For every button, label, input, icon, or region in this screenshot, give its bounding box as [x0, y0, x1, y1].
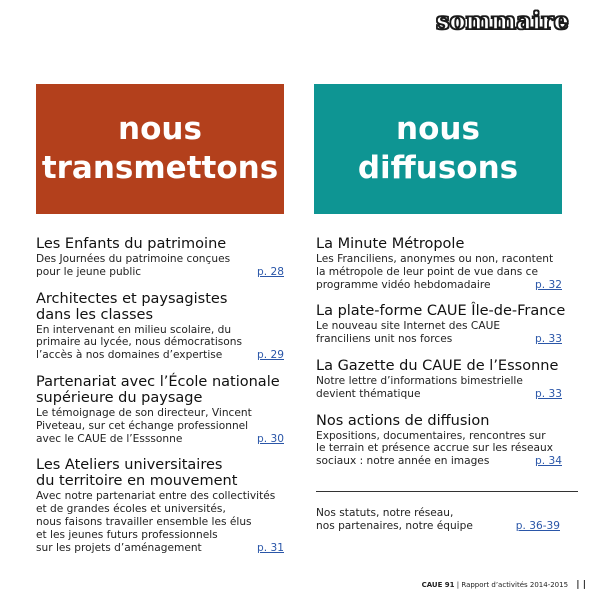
page-link-30[interactable]: p. 30: [257, 432, 284, 445]
banner-right-line-2: diffusons: [357, 150, 519, 186]
entry-description: [316, 320, 562, 346]
entry-desc-line: Le nouveau site Internet des CAUE: [316, 320, 501, 333]
footer-org: CAUE 91: [421, 581, 455, 589]
entry-desc-line: le terrain et présence accrue sur les réseaux: [316, 442, 553, 455]
divider: [316, 491, 578, 492]
entry-desc-line: franciliens unit nos forces: [316, 333, 453, 346]
entry-title: [36, 291, 284, 323]
entry-desc-line: Piveteau, sur cet échange professionnel: [36, 419, 249, 432]
entry-title-line: Partenariat avec l’École nationale: [36, 373, 280, 390]
entry-desc-line: et les jeunes futurs professionnels: [36, 528, 218, 541]
banner-right-line-1: nous: [396, 111, 480, 147]
entry-title-line: La plate-forme CAUE Île-de-France: [316, 303, 566, 320]
entry-title: [36, 374, 284, 406]
entry-title: [316, 236, 562, 252]
entry-title-line: Architectes et paysagistes: [36, 290, 228, 307]
entry-desc-line: la métropole de leur point de vue dans ce: [316, 265, 538, 278]
entry-description: [316, 375, 562, 401]
entry-desc-line: Les Franciliens, anonymes ou non, racontent: [316, 253, 554, 265]
page-title: sommaire: [436, 6, 569, 35]
toc-entry-enfants-patrimoine: [36, 236, 284, 279]
entry-desc-line: primaire au lycée, nous démocratisons: [36, 336, 243, 349]
banner-nous-transmettons: [36, 84, 284, 214]
entry-desc-line: nos partenaires, notre équipe: [316, 519, 473, 532]
entry-title-line: dans les classes: [36, 306, 154, 323]
footer-bars: | |: [576, 580, 586, 590]
entry-description: [316, 253, 562, 291]
entry-title-line: Les Enfants du patrimoine: [36, 236, 227, 252]
entry-desc-line: l’accès à nos domaines d’expertise: [36, 349, 223, 362]
entry-title: [36, 236, 284, 252]
toc-entry-ateliers-universitaires: [36, 457, 284, 554]
entry-description: [316, 430, 562, 468]
banner-left-line-1: nous: [118, 111, 202, 147]
entry-desc-line: avec le CAUE de l’Esssonne: [36, 432, 183, 445]
entry-desc-line: devient thématique: [316, 387, 421, 400]
entry-desc-line: Des Journées du patrimoine conçues: [36, 253, 231, 265]
page-link-31[interactable]: p. 31: [257, 541, 284, 554]
entry-description: [36, 407, 284, 445]
page-link-28[interactable]: p. 28: [257, 265, 284, 278]
entry-title: [316, 358, 562, 374]
entry-desc-line: nous faisons travailler ensemble les élus: [36, 515, 252, 528]
page-link-33-gazette[interactable]: p. 33: [535, 387, 562, 400]
page-link-36-39[interactable]: p. 36-39: [515, 519, 560, 532]
entry-title-line: La Gazette du CAUE de l’Essonne: [316, 357, 559, 374]
page-footer: [422, 580, 586, 590]
entry-description: [36, 253, 284, 279]
entry-title-line: Les Ateliers universitaires: [36, 457, 223, 474]
toc-entry-minute-metropole: [316, 236, 562, 291]
entry-title-line: du territoire en mouvement: [36, 473, 238, 490]
entry-title-line: Nos actions de diffusion: [316, 412, 490, 429]
entry-desc-line: En intervenant en milieu scolaire, du: [36, 323, 232, 336]
page-link-32[interactable]: p. 32: [535, 278, 562, 291]
toc-entry-actions-diffusion: [316, 413, 562, 468]
entry-desc-line: Avec notre partenariat entre des collectivités: [36, 490, 276, 503]
entry-desc-line: et de grandes écoles et universités,: [36, 503, 226, 516]
entry-desc-line: Le témoignage de son directeur, Vincent: [36, 406, 252, 419]
page-link-29[interactable]: p. 29: [257, 349, 284, 362]
entry-title: [36, 457, 284, 489]
entry-title: [316, 303, 566, 320]
entry-description: [36, 324, 284, 362]
banner-left-line-2: transmettons: [41, 150, 279, 186]
entry-title-line: La Minute Métropole: [316, 236, 465, 252]
toc-entry-architectes-paysagistes: [36, 291, 284, 362]
page-link-33[interactable]: p. 33: [535, 333, 562, 346]
left-column: [36, 236, 284, 554]
entry-desc-line: pour le jeune public: [36, 265, 142, 278]
entry-desc-line: Nos statuts, notre réseau,: [316, 507, 454, 519]
entry-desc-line: Notre lettre d’informations bimestrielle: [316, 374, 523, 387]
toc-entry-plateforme-caue: [316, 303, 566, 346]
toc-entry-ecole-paysage: [36, 374, 284, 445]
entry-desc-line: programme vidéo hebdomadaire: [316, 278, 491, 291]
entry-title-line: supérieure du paysage: [36, 389, 203, 406]
entry-title: [316, 413, 562, 429]
toc-entry-gazette-caue: [316, 358, 562, 401]
toc-entry-statuts-equipe: [316, 506, 560, 533]
entry-desc-line: sociaux : notre année en images: [316, 455, 490, 468]
banner-nous-diffusons: [314, 84, 562, 214]
entry-description: [36, 490, 284, 554]
page-link-34[interactable]: p. 34: [535, 455, 562, 468]
entry-desc-line: Expositions, documentaires, rencontres sur: [316, 429, 546, 442]
right-column: [316, 236, 566, 468]
entry-desc-line: sur les projets d’aménagement: [36, 541, 202, 554]
footer-report: | Rapport d’activités 2014-2015: [456, 581, 569, 589]
